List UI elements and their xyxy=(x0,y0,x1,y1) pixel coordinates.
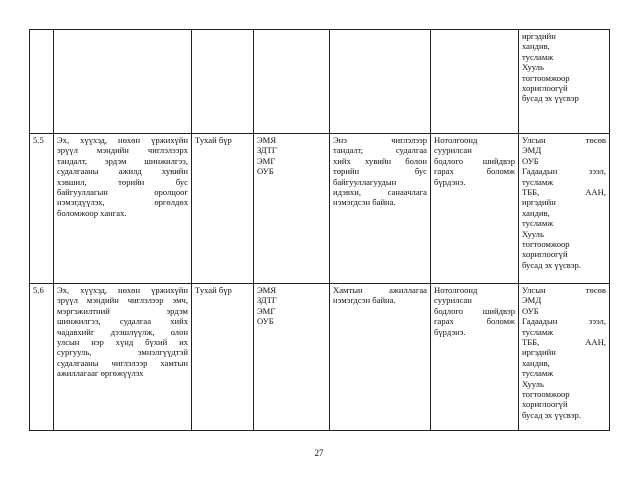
cell-line: хориглоогүй xyxy=(522,399,568,410)
cell-line: Хууль xyxy=(522,378,544,389)
cell-line: хэвшил, төрийн бус xyxy=(57,176,188,187)
cell-line: ОУБ xyxy=(257,316,274,327)
cell-line: сургууль, эмнэлгүүдтэй xyxy=(57,347,188,358)
cell-line: шинжилгээ, судалгаа хийх xyxy=(57,316,188,327)
activity-cell xyxy=(54,30,192,134)
activity-cell xyxy=(54,284,192,431)
cell-line: боломжоор хангах. xyxy=(57,207,127,218)
cell-line: Эх, хүүхэд, нөхөн үржихүйн xyxy=(57,135,188,145)
cell-line: иргэдийн xyxy=(522,197,556,208)
cell-line: ЭМГ xyxy=(257,305,276,316)
row-number-cell: 5.6 xyxy=(30,284,54,431)
cell-line: хандив, xyxy=(522,357,550,368)
cell-line: ЭМД xyxy=(522,295,542,306)
funding-source-cell xyxy=(519,284,610,431)
cell-line: ЭМЯ xyxy=(257,285,277,295)
cell-line: идэвхи, санаачлага xyxy=(333,187,427,198)
cell-line: нэмэгдсэн байна. xyxy=(333,295,396,306)
cell-line: эрүүл мэндийн чиглэлээр эмч, xyxy=(57,295,188,306)
cell-line: нэмэгдүүлэх, өргөлдөх xyxy=(57,197,188,208)
cell-line: Энэ чиглэлээр xyxy=(333,135,427,145)
cell-line: бусад эх үүсвэр. xyxy=(522,259,581,270)
cell-line: бусад эх үүсвэр. xyxy=(522,409,581,420)
cell-line: байгууллагын оролцоог xyxy=(57,187,188,198)
cell-line: төрийн бус xyxy=(333,166,427,177)
cell-line: Улсын төсөв xyxy=(522,135,606,145)
cell-line: хориглоогүй xyxy=(522,249,568,260)
cell-line: чадавхийг дээшлүүлж, олон xyxy=(57,326,188,337)
funding-source-cell xyxy=(519,30,610,134)
cell-line: ЭМГ xyxy=(257,155,276,166)
cell-line: тусламж xyxy=(522,176,554,187)
cell-line: Эх, хүүхэд, нөхөн үржихүйн xyxy=(57,285,188,295)
cell-line: ЗДТГ xyxy=(257,295,277,306)
cell-line: ажиллагааг өргөжүүлэх xyxy=(57,368,144,379)
cell-line: ЗДТГ xyxy=(257,145,277,156)
responsible-cell xyxy=(254,284,330,431)
cell-line: ЭМД xyxy=(522,145,542,156)
period-cell: Тухай бүр xyxy=(192,134,254,284)
document-table xyxy=(29,29,610,431)
cell-line: бодлого шийдвэр xyxy=(434,305,515,316)
cell-line: тусламж xyxy=(522,218,554,229)
period-cell xyxy=(192,30,254,134)
cell-line: тогтоомжоор xyxy=(522,389,570,400)
cell-line: тусламж xyxy=(522,368,554,379)
cell-line: тусламж xyxy=(522,51,554,62)
cell-line: Нотолгоонд xyxy=(434,135,478,145)
table-row xyxy=(30,134,610,284)
cell-line: ТББ, ААН, xyxy=(522,187,606,198)
cell-line: Нотолгоонд xyxy=(434,285,478,295)
cell-line: гарах боломж xyxy=(434,166,515,177)
cell-line: хандив, xyxy=(522,41,550,52)
outcome-cell xyxy=(431,134,519,284)
outcome-cell xyxy=(431,30,519,134)
responsible-cell xyxy=(254,134,330,284)
cell-line: Хууль xyxy=(522,228,544,239)
row-number-cell xyxy=(30,30,54,134)
outcome-cell xyxy=(431,284,519,431)
table-row xyxy=(30,30,610,134)
cell-line: ОУБ xyxy=(257,166,274,177)
cell-line: хийх хувийн болон xyxy=(333,155,427,166)
cell-line: улсын нэр хүнд бүхий их xyxy=(57,337,188,348)
cell-line: Хууль xyxy=(522,62,544,73)
cell-line: тусламж xyxy=(522,326,554,337)
cell-line: бодлого шийдвэр xyxy=(434,155,515,166)
cell-line: гарах боломж xyxy=(434,316,515,327)
cell-line: бусад эх үүсвэр xyxy=(522,93,579,104)
cell-line: Гадаадын зээл, xyxy=(522,316,606,327)
indicator-cell xyxy=(330,134,431,284)
cell-line: хандив, xyxy=(522,207,550,218)
cell-line: иргэдийн xyxy=(522,31,556,41)
cell-line: тандалт, судалгаа xyxy=(333,145,427,156)
page-number: 27 xyxy=(314,448,324,458)
cell-line: суурилсан xyxy=(434,145,472,156)
cell-line: байгууллагуудын xyxy=(333,176,397,187)
cell-line: ТББ, ААН, xyxy=(522,337,606,348)
activity-cell xyxy=(54,134,192,284)
cell-line: эрүүл мэндийн чиглэлээрх xyxy=(57,145,188,156)
cell-line: Хамтын ажиллагаа xyxy=(333,285,427,295)
cell-line: тандалт, эрдэм шинжилгээ, xyxy=(57,155,188,166)
cell-line: судалгааны чиглэлээр хамтын xyxy=(57,357,188,368)
cell-line: бүрдэнэ. xyxy=(434,176,466,187)
cell-line: тогтоомжоор xyxy=(522,239,570,250)
funding-source-cell xyxy=(519,134,610,284)
cell-line: ОУБ xyxy=(522,155,539,166)
indicator-cell xyxy=(330,284,431,431)
cell-line: нэмэгдсэн байна. xyxy=(333,197,396,208)
cell-line: иргэдийн xyxy=(522,347,556,358)
cell-line: ОУБ xyxy=(522,305,539,316)
table-row xyxy=(30,284,610,431)
cell-line: хориглоогүй xyxy=(522,83,568,94)
cell-line: бүрдэнэ. xyxy=(434,326,466,337)
cell-line: Гадаадын зээл, xyxy=(522,166,606,177)
cell-line: мэргэжилтний эрдэм xyxy=(57,305,188,316)
responsible-cell xyxy=(254,30,330,134)
cell-line: тогтоомжоор xyxy=(522,72,570,83)
cell-line: судалгааны ажилд хувийн xyxy=(57,166,188,177)
cell-line: ЭМЯ xyxy=(257,135,277,145)
indicator-cell xyxy=(330,30,431,134)
cell-line: суурилсан xyxy=(434,295,472,306)
row-number-cell: 5.5 xyxy=(30,134,54,284)
period-cell: Тухай бүр xyxy=(192,284,254,431)
cell-line: Улсын төсөв xyxy=(522,285,606,295)
